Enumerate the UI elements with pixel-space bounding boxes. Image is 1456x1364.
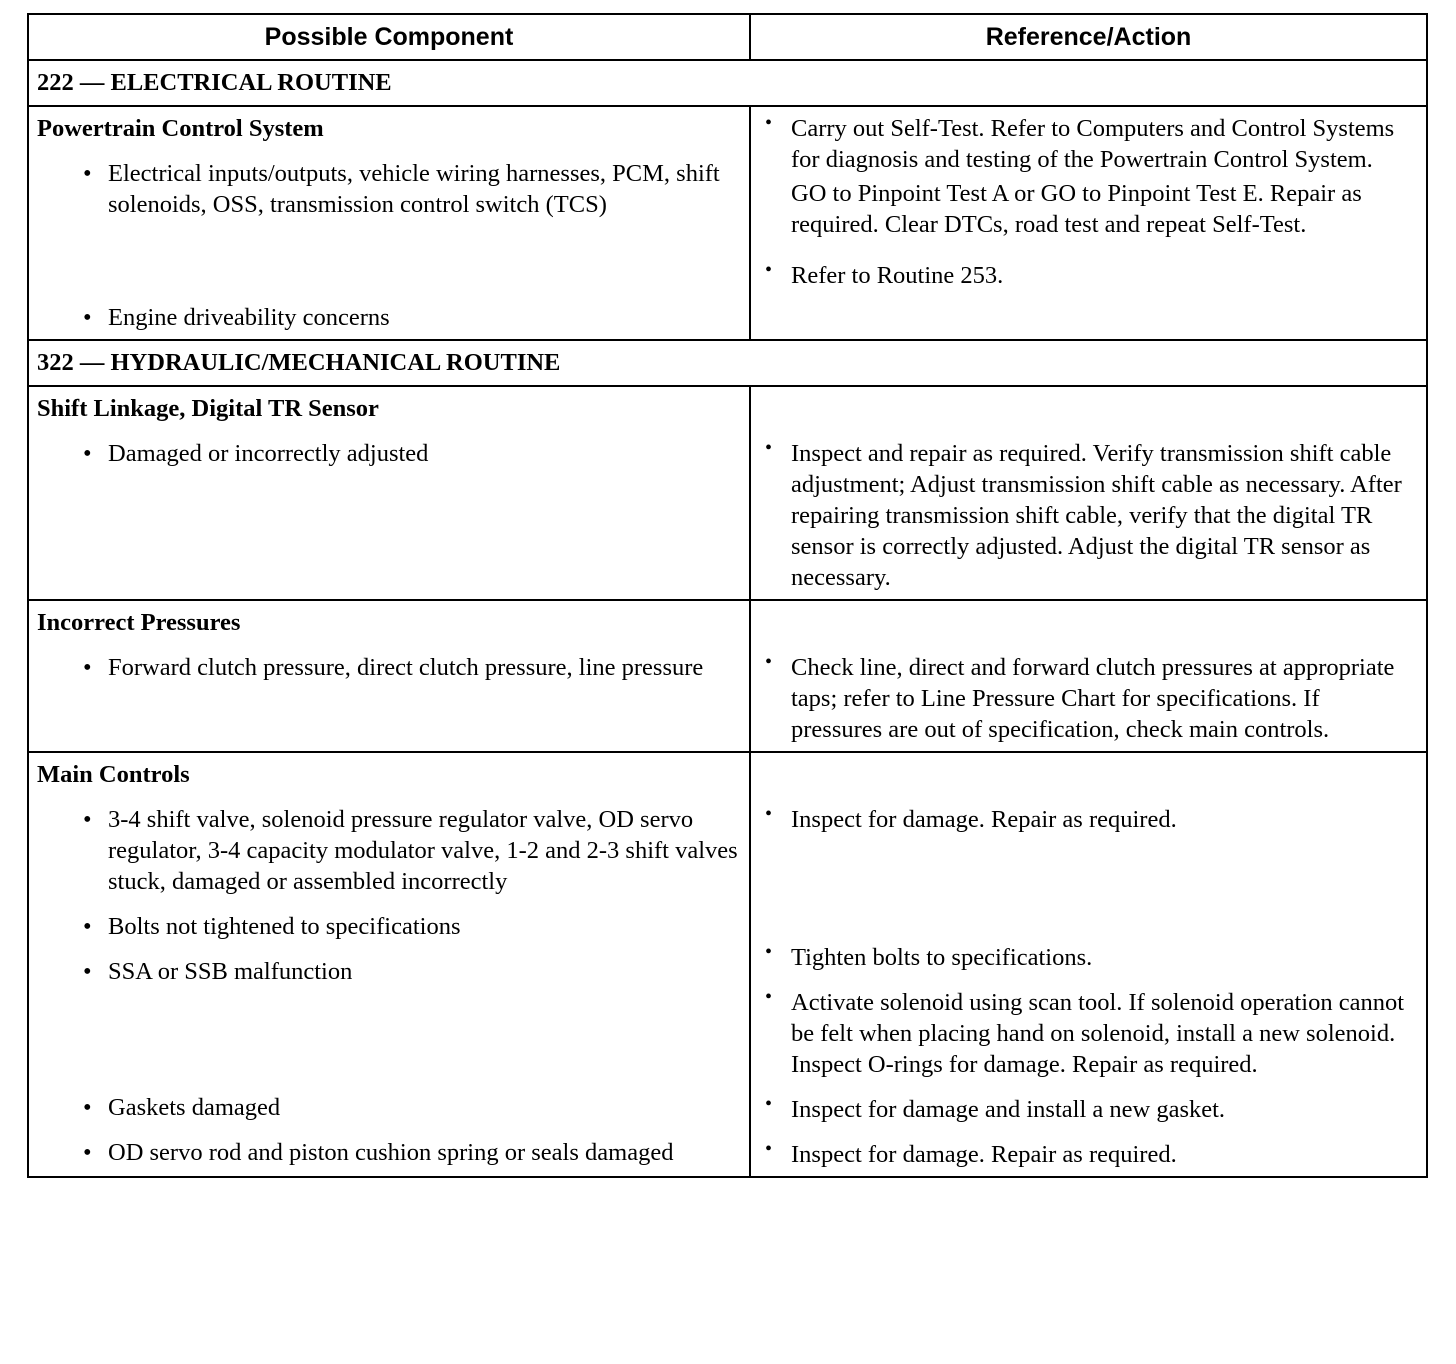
component-text: Damaged or incorrectly adjusted [108,440,429,467]
bullet-icon: • [765,986,773,1008]
diagnosis-table [27,13,1428,1178]
list-item [765,113,1412,175]
list-item [765,1139,1412,1170]
action-text: Inspect for damage. Repair as required. [791,806,1177,833]
table-row [28,386,1427,600]
list-item-continuation [765,178,1412,240]
action-text: GO to Pinpoint Test A or GO to Pinpoint Test E. Repair as required. Clear DTCs, road test and repeat Self-Test. [791,180,1362,238]
component-cell [28,600,750,752]
action-text: Inspect and repair as required. Verify transmission shift cable adjustment; Adjust transmission shift cable as necessary. After repairing transmission shift cable, verify that the digital TR sensor is correctly adjusted. Adjust the digital TR sensor as necessary. [791,440,1402,591]
action-cell [750,600,1427,752]
action-cell [750,386,1427,600]
bullet-icon: • [83,160,92,187]
bullet-icon: • [765,941,773,963]
section-title: 322 — HYDRAULIC/MECHANICAL ROUTINE [28,340,1427,386]
bullet-icon: • [765,1093,773,1115]
header-reference-action: Reference/Action [750,14,1427,60]
table-row [28,600,1427,752]
action-text: Refer to Routine 253. [791,262,1004,289]
action-text: Inspect for damage. Repair as required. [791,1141,1177,1168]
component-text: Bolts not tightened to specifications [108,913,461,940]
bullet-icon: • [765,259,773,281]
bullet-icon: • [83,440,92,467]
list-item [37,158,739,220]
list-item [765,260,1412,291]
component-cell [28,106,750,340]
list-item [37,804,739,897]
bullet-icon: • [83,958,92,985]
section-row [28,340,1427,386]
list-item [37,1092,739,1123]
action-text: Carry out Self-Test. Refer to Computers and Control Systems for diagnosis and testing of the Powertrain Control System. [791,115,1395,173]
list-item [37,956,739,987]
component-text: 3-4 shift valve, solenoid pressure regulator valve, OD servo regulator, 3-4 capacity modulator valve, 1-2 and 2-3 shift valves stuck, damaged or assembled incorrectly [108,806,738,895]
list-item [37,652,739,683]
group-heading: Main Controls [37,761,190,788]
bullet-icon: • [83,654,92,681]
component-text: SSA or SSB malfunction [108,958,353,985]
section-row [28,60,1427,106]
table-header-row [28,14,1427,60]
component-text: Forward clutch pressure, direct clutch pressure, line pressure [108,654,704,681]
bullet-icon: • [765,112,773,134]
action-text: Activate solenoid using scan tool. If solenoid operation cannot be felt when placing hand on solenoid, install a new solenoid. Inspect O-rings for damage. Repair as required. [791,989,1405,1078]
component-text: Gaskets damaged [108,1094,281,1121]
bullet-icon: • [83,1139,92,1166]
list-item [37,911,739,942]
bullet-icon: • [83,1094,92,1121]
list-item [37,438,739,469]
section-title: 222 — ELECTRICAL ROUTINE [28,60,1427,106]
table-row [28,106,1427,340]
component-text: Engine driveability concerns [108,304,390,331]
action-text: Check line, direct and forward clutch pressures at appropriate taps; refer to Line Pressure Chart for specifications. If pressures are out of specification, check main controls. [791,654,1395,743]
bullet-icon: • [765,437,773,459]
component-text: OD servo rod and piston cushion spring or seals damaged [108,1139,674,1166]
list-item [765,804,1412,835]
header-possible-component: Possible Component [28,14,750,60]
group-heading: Incorrect Pressures [37,609,241,636]
list-item [765,438,1412,593]
bullet-icon: • [765,1138,773,1160]
action-cell [750,106,1427,340]
bullet-icon: • [765,651,773,673]
action-cell [750,752,1427,1177]
list-item [37,1137,739,1168]
component-cell [28,386,750,600]
component-cell [28,752,750,1177]
action-text: Inspect for damage and install a new gasket. [791,1096,1226,1123]
list-item [765,942,1412,973]
bullet-icon: • [83,304,92,331]
group-heading: Powertrain Control System [37,115,324,142]
list-item [765,1094,1412,1125]
group-heading: Shift Linkage, Digital TR Sensor [37,395,379,422]
table-row [28,752,1427,1177]
list-item [37,302,739,333]
bullet-icon: • [765,803,773,825]
list-item [765,987,1412,1080]
list-item [765,652,1412,745]
bullet-icon: • [83,913,92,940]
action-text: Tighten bolts to specifications. [791,944,1093,971]
bullet-icon: • [83,806,92,833]
component-text: Electrical inputs/outputs, vehicle wiring harnesses, PCM, shift solenoids, OSS, transmission control switch (TCS) [108,160,720,218]
